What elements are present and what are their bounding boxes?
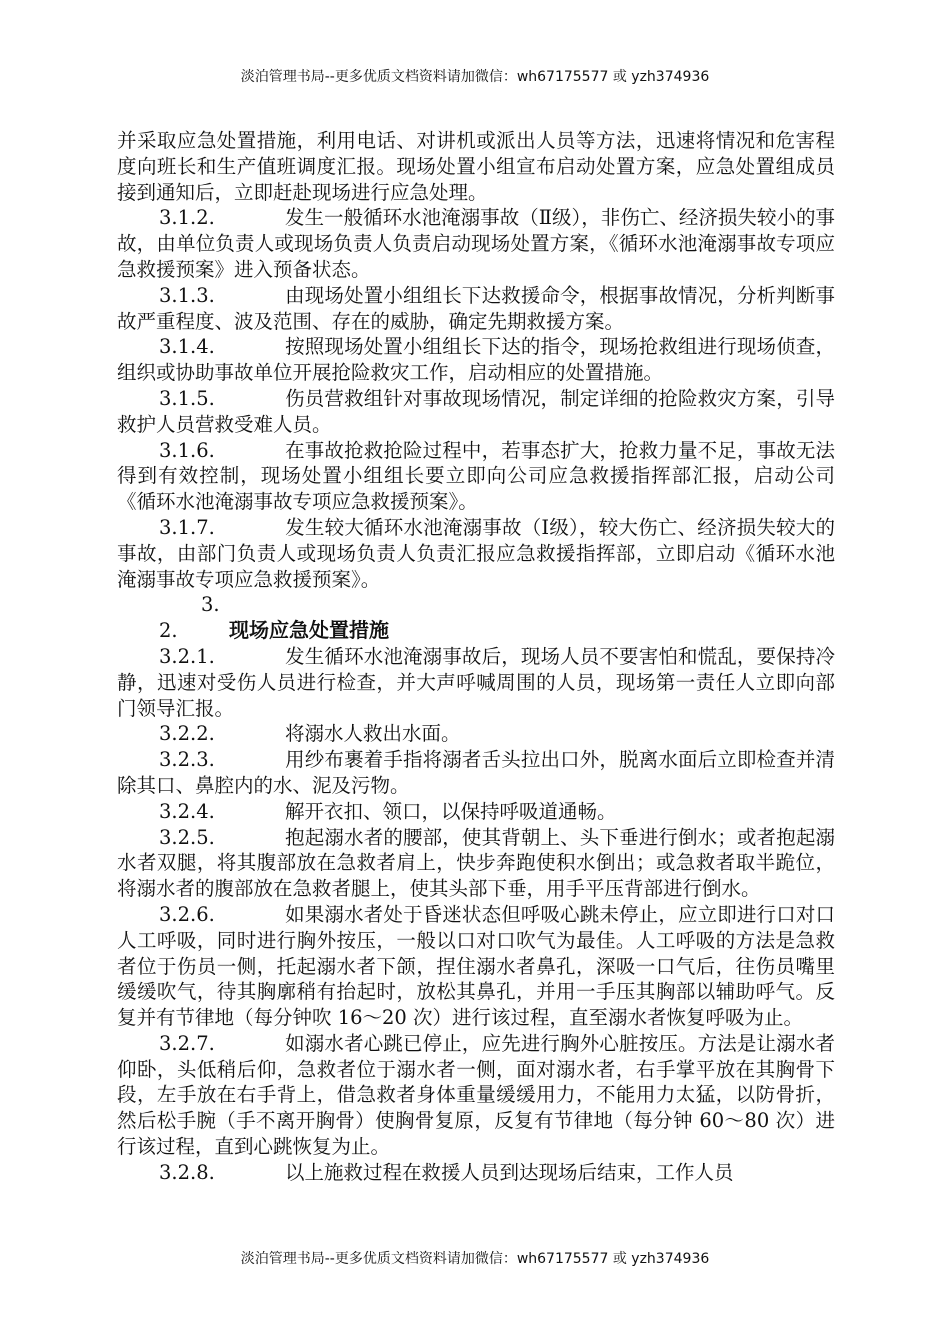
paragraph-text: 以上施救过程在救援人员到达现场后结束，工作人员: [285, 1160, 734, 1184]
paragraph-3-2-1: [117, 644, 835, 721]
paragraph-3-2-5: [117, 825, 835, 902]
paragraph-3-2-2: [117, 721, 835, 747]
section-number: 3.1.4.: [159, 335, 215, 359]
paragraph-3-1-6: [117, 438, 835, 515]
paragraph-3-2-6: [117, 902, 835, 1031]
section-heading-text: 现场应急处置措施: [229, 618, 389, 643]
paragraph-continuation: 并采取应急处置措施，利用电话、对讲机或派出人员等方法，迅速将情况和危害程度向班长和生产值班调度汇报。现场处置小组宣布启动处置方案，应急处置组成员接到通知后，立即赶赴现场进行应急处理。: [117, 129, 835, 204]
paragraph-text: 发生较大循环水池淹溺事故（Ⅰ级），较大伤亡、经济损失较大的事故，由部门负责人或现场负责人负责汇报应急救援指挥部，立即启动《循环水池淹溺事故专项应急救援预案》。: [117, 515, 835, 591]
paragraph-3-2-3: [117, 747, 835, 799]
section-number: 3.2.1.: [159, 644, 215, 668]
section-number: 3.2.5.: [159, 825, 215, 849]
section-number: 3.2.7.: [159, 1031, 215, 1055]
paragraph-3-1-4: [117, 334, 835, 386]
document-body: [117, 128, 835, 1186]
section-number: 3.1.7.: [159, 515, 215, 539]
paragraph-text: 由现场处置小组组长下达救援命令，根据事故情况，分析判断事故严重程度、波及范围、存在的威胁，确定先期救援方案。: [117, 283, 835, 333]
paragraph-text: 在事故抢救抢险过程中，若事态扩大，抢救力量不足，事故无法得到有效控制，现场处置小组组长要立即向公司应急救援指挥部汇报，启动公司《循环水池淹溺事故专项应急救援预案》。: [117, 438, 835, 514]
section-number: 3.2.: [159, 593, 220, 643]
section-heading-3-2: [117, 592, 835, 644]
paragraph-3-1-3: [117, 283, 835, 335]
section-number: 3.2.8.: [159, 1160, 215, 1184]
section-number: 3.1.3.: [159, 283, 215, 307]
section-number: 3.2.6.: [159, 902, 215, 926]
paragraph-3-1-7: [117, 515, 835, 592]
paragraph-text: 伤员营救组针对事故现场情况，制定详细的抢险救灾方案，引导救护人员营救受难人员。: [117, 386, 835, 436]
paragraph-text: 用纱布裹着手指将溺者舌头拉出口外，脱离水面后立即检查并清除其口、鼻腔内的水、泥及污物。: [117, 748, 835, 797]
section-number: 3.2.4.: [159, 799, 215, 823]
page-header: 淡泊管理书局--更多优质文档资料请加微信：wh67175577 或 yzh374936: [240, 69, 710, 85]
paragraph-text: 将溺水人救出水面。: [285, 722, 461, 746]
paragraph-text: 如溺水者心跳已停止，应先进行胸外心脏按压。方法是让溺水者仰卧，头低稍后仰，急救者位于溺水者一侧，面对溺水者，右手掌平放在其胸骨下段，左手放在右手背上，借急救者身体重量缓缓用力，不能用力太猛，以防骨折，然后松手腕（手不离开胸骨）使胸骨复原，反复有节律地（每分钟 60～80 次）进行该过程，直到心跳恢复为止。: [117, 1031, 835, 1159]
paragraph-text: 发生循环水池淹溺事故后，现场人员不要害怕和慌乱，要保持冷静，迅速对受伤人员进行检查，并大声呼喊周围的人员，现场第一责任人立即向部门领导汇报。: [117, 644, 835, 720]
paragraph-text: 解开衣扣、领口，以保持呼吸道通畅。: [285, 799, 617, 823]
section-number: 3.1.6.: [159, 438, 215, 462]
paragraph-text: 按照现场处置小组组长下达的指令，现场抢救组进行现场侦查，组织或协助事故单位开展抢险救灾工作，启动相应的处置措施。: [117, 335, 835, 385]
paragraph-3-1-2: [117, 205, 835, 282]
page-footer: 淡泊管理书局--更多优质文档资料请加微信：wh67175577 或 yzh374936: [240, 1251, 710, 1267]
paragraph-text: 如果溺水者处于昏迷状态但呼吸心跳未停止，应立即进行口对口人工呼吸，同时进行胸外按压，一般以口对口吹气为最佳。人工呼吸的方法是急救者位于伤员一侧，托起溺水者下颌，捏住溺水者鼻孔，深吸一口气后，往伤员嘴里缓缓吹气，待其胸廓稍有抬起时，放松其鼻孔，并用一手压其胸部以辅助呼气。反复并有节律地（每分钟吹 16～20 次）进行该过程，直至溺水者恢复呼吸为止。: [117, 902, 835, 1030]
paragraph-3-1-5: [117, 386, 835, 438]
section-number: 3.1.2.: [159, 206, 215, 230]
paragraph-text: 抱起溺水者的腰部，使其背朝上、头下垂进行倒水；或者抱起溺水者双腿，将其腹部放在急救者肩上，快步奔跑使积水倒出；或急救者取半跪位，将溺水者的腹部放在急救者腿上，使其头部下垂，用手平压背部进行倒水。: [117, 825, 835, 901]
paragraph-3-2-8: [117, 1160, 835, 1186]
paragraph-3-2-4: [117, 799, 835, 825]
paragraph-text: 发生一般循环水池淹溺事故（Ⅱ级），非伤亡、经济损失较小的事故，由单位负责人或现场负责人负责启动现场处置方案，《循环水池淹溺事故专项应急救援预案》进入预备状态。: [117, 206, 835, 281]
section-number: 3.1.5.: [159, 386, 215, 410]
section-number: 3.2.2.: [159, 722, 215, 746]
section-number: 3.2.3.: [159, 748, 215, 772]
paragraph-3-2-7: [117, 1031, 835, 1160]
